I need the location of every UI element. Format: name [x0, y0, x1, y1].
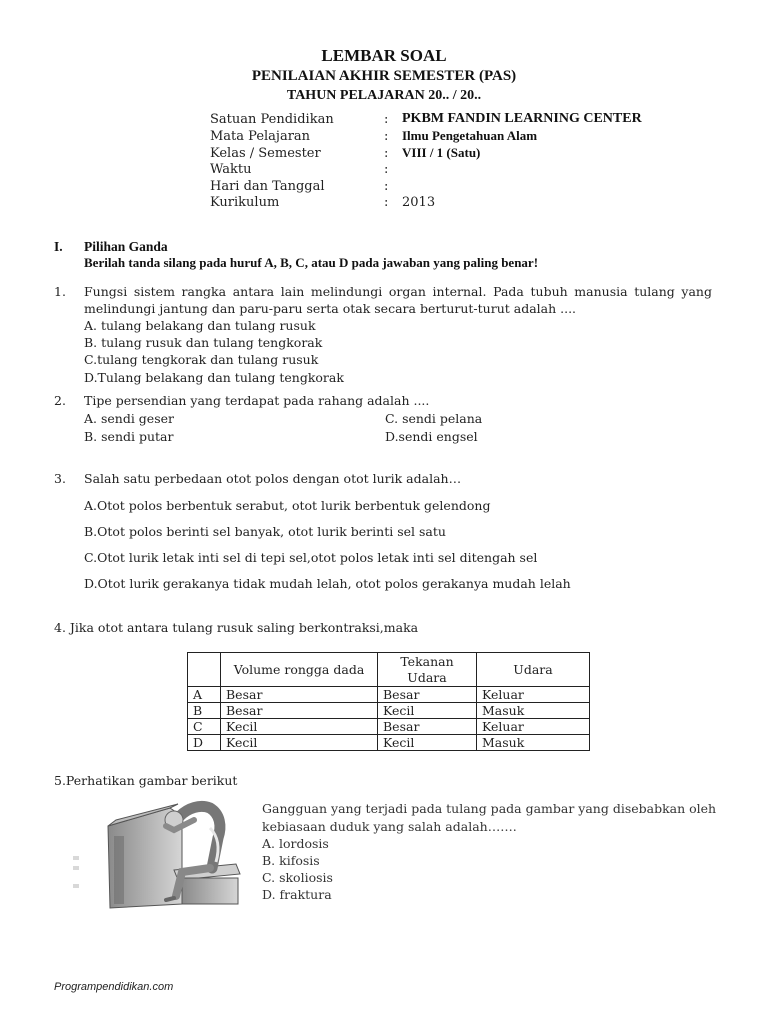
- table-cell: Kecil: [221, 719, 378, 735]
- q2-text: Tipe persendian yang terdapat pada rahang adalah ....: [84, 393, 430, 408]
- table-cell: Kecil: [378, 703, 477, 719]
- meta-colon: :: [384, 179, 389, 194]
- table-cell: Besar: [221, 687, 378, 703]
- meta-colon: :: [384, 112, 389, 127]
- meta-colon: :: [384, 146, 389, 161]
- table-cell: B: [188, 703, 221, 719]
- meta-value: 2013: [402, 195, 436, 210]
- header-text: Tekanan Udara: [400, 653, 454, 685]
- table-cell: Masuk: [477, 735, 590, 751]
- q2-option-d: D.sendi engsel: [385, 429, 478, 444]
- page-title: LEMBAR SOAL: [321, 46, 447, 65]
- q1-text-line1: Fungsi sistem rangka antara lain melindungi organ internal. Pada tubuh manusia tulang yang: [84, 284, 712, 299]
- q5-question-line1: Gangguan yang terjadi pada tulang pada gambar yang disebabkan oleh: [262, 801, 717, 816]
- table-cell: Masuk: [477, 703, 590, 719]
- table-cell: Keluar: [477, 719, 590, 735]
- meta-label: Waktu: [210, 162, 252, 177]
- q5-option-b: B. kifosis: [262, 853, 320, 868]
- q5-option-d: D. fraktura: [262, 887, 332, 902]
- q1-number: 1.: [54, 284, 66, 299]
- meta-label: Kelas / Semester: [210, 146, 321, 161]
- q5-question-line2: kebiasaan duduk yang salah adalah…….: [262, 819, 517, 834]
- q3-option-c: C.Otot lurik letak inti sel di tepi sel,otot polos letak inti sel ditengah sel: [84, 550, 538, 565]
- meta-value: VIII / 1 (Satu): [402, 145, 481, 160]
- meta-label: Mata Pelajaran: [210, 129, 311, 144]
- section-instruction: Berilah tanda silang pada huruf A, B, C, atau D pada jawaban yang paling benar!: [84, 255, 539, 270]
- q2-number: 2.: [54, 393, 66, 408]
- academic-year: TAHUN PELAJARAN 20.. / 20..: [286, 88, 482, 103]
- posture-illustration: [70, 786, 246, 910]
- q3-option-d: D.Otot lurik gerakanya tidak mudah lelah, otot polos gerakanya mudah lelah: [84, 576, 571, 591]
- meta-label: Hari dan Tanggal: [210, 179, 325, 194]
- table-header-cell: Volume rongga dada: [221, 653, 378, 687]
- table-cell: Besar: [221, 703, 378, 719]
- meta-colon: :: [384, 162, 389, 177]
- meta-value: Ilmu Pengetahuan Alam: [402, 128, 538, 143]
- meta-label: Kurikulum: [210, 195, 280, 210]
- table-row: [188, 719, 590, 735]
- table-header-cell: [188, 653, 221, 687]
- table-cell: A: [188, 687, 221, 703]
- section-title: Pilihan Ganda: [84, 239, 168, 254]
- q4-answer-table: [187, 652, 590, 751]
- meta-colon: :: [384, 195, 389, 210]
- q2-option-b: B. sendi putar: [84, 429, 174, 444]
- q3-option-a: A.Otot polos berbentuk serabut, otot lurik berbentuk gelendong: [84, 498, 491, 513]
- q1-option-c: C.tulang tengkorak dan tulang rusuk: [84, 352, 319, 367]
- table-cell: Besar: [378, 719, 477, 735]
- table-row: [188, 735, 590, 751]
- page-subtitle: PENILAIAN AKHIR SEMESTER (PAS): [251, 68, 517, 84]
- table-cell: Keluar: [477, 687, 590, 703]
- q1-text-line2: melindungi jantung dan paru-paru serta otak secara berturut-turut adalah ....: [84, 301, 577, 316]
- table-header-cell: Udara: [477, 653, 590, 687]
- table-cell: Kecil: [378, 735, 477, 751]
- q1-option-b: B. tulang rusuk dan tulang tengkorak: [84, 335, 323, 350]
- table-header-row: [188, 653, 590, 687]
- q5-option-c: C. skoliosis: [262, 870, 333, 885]
- q2-option-c: C. sendi pelana: [385, 411, 483, 426]
- meta-colon: :: [384, 129, 389, 144]
- table-cell: C: [188, 719, 221, 735]
- q3-text: Salah satu perbedaan otot polos dengan otot lurik adalah…: [84, 471, 462, 486]
- q3-option-b: B.Otot polos berinti sel banyak, otot lurik berinti sel satu: [84, 524, 446, 539]
- table-header-cell: [378, 653, 477, 687]
- meta-value: PKBM FANDIN LEARNING CENTER: [402, 111, 642, 126]
- q3-number: 3.: [54, 471, 66, 486]
- q4-text: 4. Jika otot antara tulang rusuk saling berkontraksi,maka: [54, 620, 419, 635]
- q1-option-a: A. tulang belakang dan tulang rusuk: [84, 318, 316, 333]
- footer-source: Programpendidikan.com: [54, 981, 174, 993]
- table-row: [188, 687, 590, 703]
- table-cell: Kecil: [221, 735, 378, 751]
- section-number: I.: [54, 239, 63, 254]
- meta-label: Satuan Pendidikan: [210, 112, 334, 127]
- q5-text: 5.Perhatikan gambar berikut: [54, 773, 238, 788]
- table-row: [188, 703, 590, 719]
- table-cell: Besar: [378, 687, 477, 703]
- q2-option-a: A. sendi geser: [84, 411, 174, 426]
- table-cell: D: [188, 735, 221, 751]
- q1-option-d: D.Tulang belakang dan tulang tengkorak: [84, 370, 344, 385]
- q5-option-a: A. lordosis: [262, 836, 329, 851]
